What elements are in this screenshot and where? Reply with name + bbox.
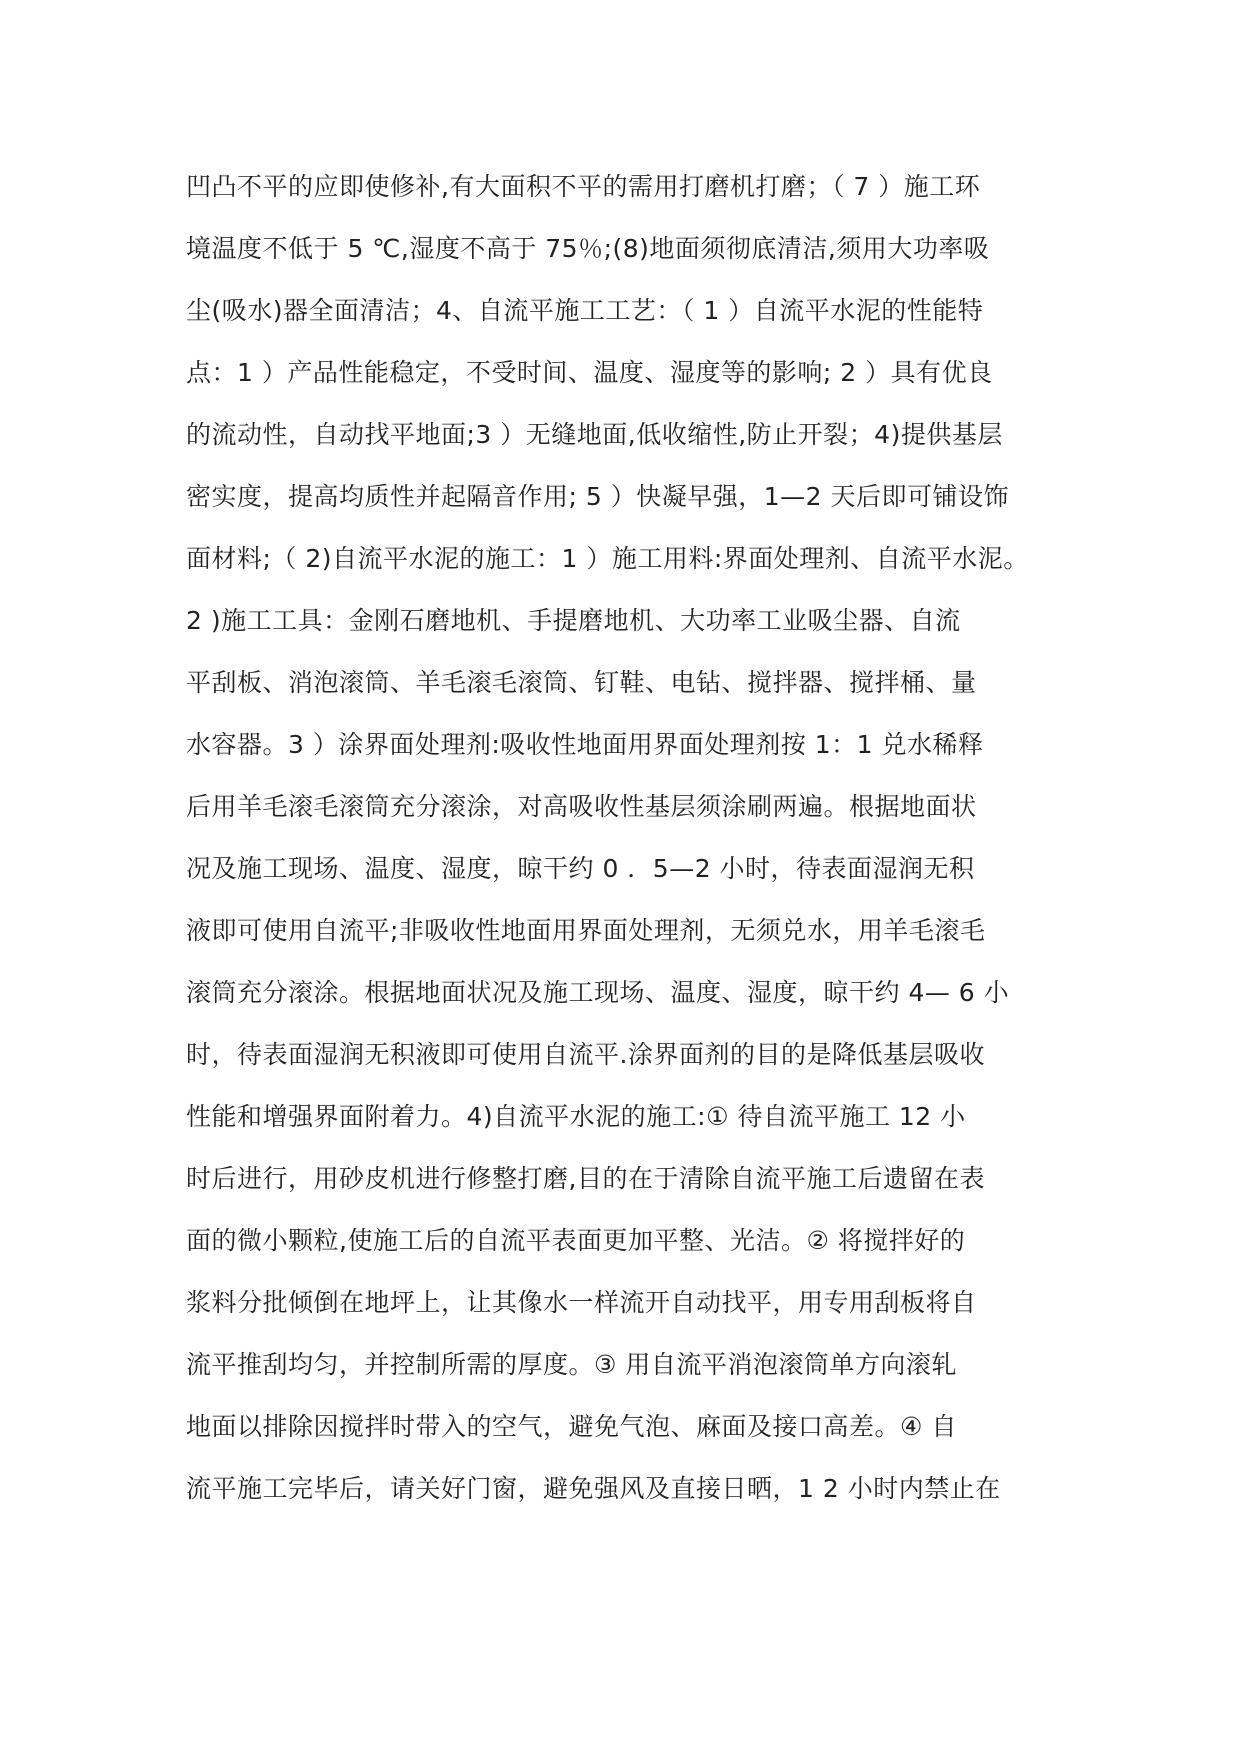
text-line: 性能和增强界面附着力。4)自流平水泥的施工:① 待自流平施工 12 小 (186, 1102, 966, 1131)
body-text (186, 156, 1066, 1520)
text-line: 凹凸不平的应即使修补,有大面积不平的需用打磨机打磨；（ 7 ）施工环 (186, 172, 981, 201)
text-line: 面材料;（ 2)自流平水泥的施工：1 ）施工用料:界面处理剂、自流平水泥。 (186, 544, 1029, 573)
text-line: 境温度不低于 5 ℃,湿度不高于 75％;(8)地面须彻底清洁,须用大功率吸 (186, 234, 990, 263)
text-line: 流平推刮均匀，并控制所需的厚度。③ 用自流平消泡滚筒单方向滚轧 (186, 1350, 957, 1379)
text-line: 流平施工完毕后，请关好门窗，避免强风及直接日晒，1 2 小时内禁止在 (186, 1474, 1001, 1503)
text-line: 液即可使用自流平;非吸收性地面用界面处理剂，无须兑水，用羊毛滚毛 (186, 916, 986, 945)
text-line: 密实度，提高均质性并起隔音作用; 5 ）快凝早强，1—2 天后即可铺设饰 (186, 482, 1009, 511)
text-line: 的流动性，自动找平地面;3 ）无缝地面,低收缩性,防止开裂；4)提供基层 (186, 420, 1003, 449)
text-line: 2 )施工工具：金刚石磨地机、手提磨地机、大功率工业吸尘器、自流 (186, 606, 961, 635)
text-line: 时后进行，用砂皮机进行修整打磨,目的在于清除自流平施工后遗留在表 (186, 1164, 985, 1193)
text-line: 水容器。3 ）涂界面处理剂:吸收性地面用界面处理剂按 1：1 兑水稀释 (186, 730, 984, 759)
text-line: 况及施工现场、温度、湿度，晾干约 0 ．5—2 小时，待表面湿润无积 (186, 854, 975, 883)
text-line: 尘(吸水)器全面清洁；4、自流平施工工艺：（ 1 ）自流平水泥的性能特 (186, 296, 984, 325)
text-line: 平刮板、消泡滚筒、羊毛滚毛滚筒、钉鞋、电钻、搅拌器、搅拌桶、量 (186, 668, 977, 697)
text-line: 点：1 ）产品性能稳定，不受时间、温度、湿度等的影响; 2 ）具有优良 (186, 358, 993, 387)
text-line: 滚筒充分滚涂。根据地面状况及施工现场、温度、湿度，晾干约 4— 6 小 (186, 978, 1010, 1007)
text-line: 浆料分批倾倒在地坪上，让其像水一样流开自动找平，用专用刮板将自 (186, 1288, 977, 1317)
text-line: 地面以排除因搅拌时带入的空气，避免气泡、麻面及接口高差。④ 自 (186, 1412, 957, 1441)
text-line: 面的微小颗粒,使施工后的自流平表面更加平整、光洁。② 将搅拌好的 (186, 1226, 966, 1255)
text-line: 时，待表面湿润无积液即可使用自流平.涂界面剂的目的是降低基层吸收 (186, 1040, 985, 1069)
text-line: 后用羊毛滚毛滚筒充分滚涂，对高吸收性基层须涂刷两遍。根据地面状 (186, 792, 977, 821)
